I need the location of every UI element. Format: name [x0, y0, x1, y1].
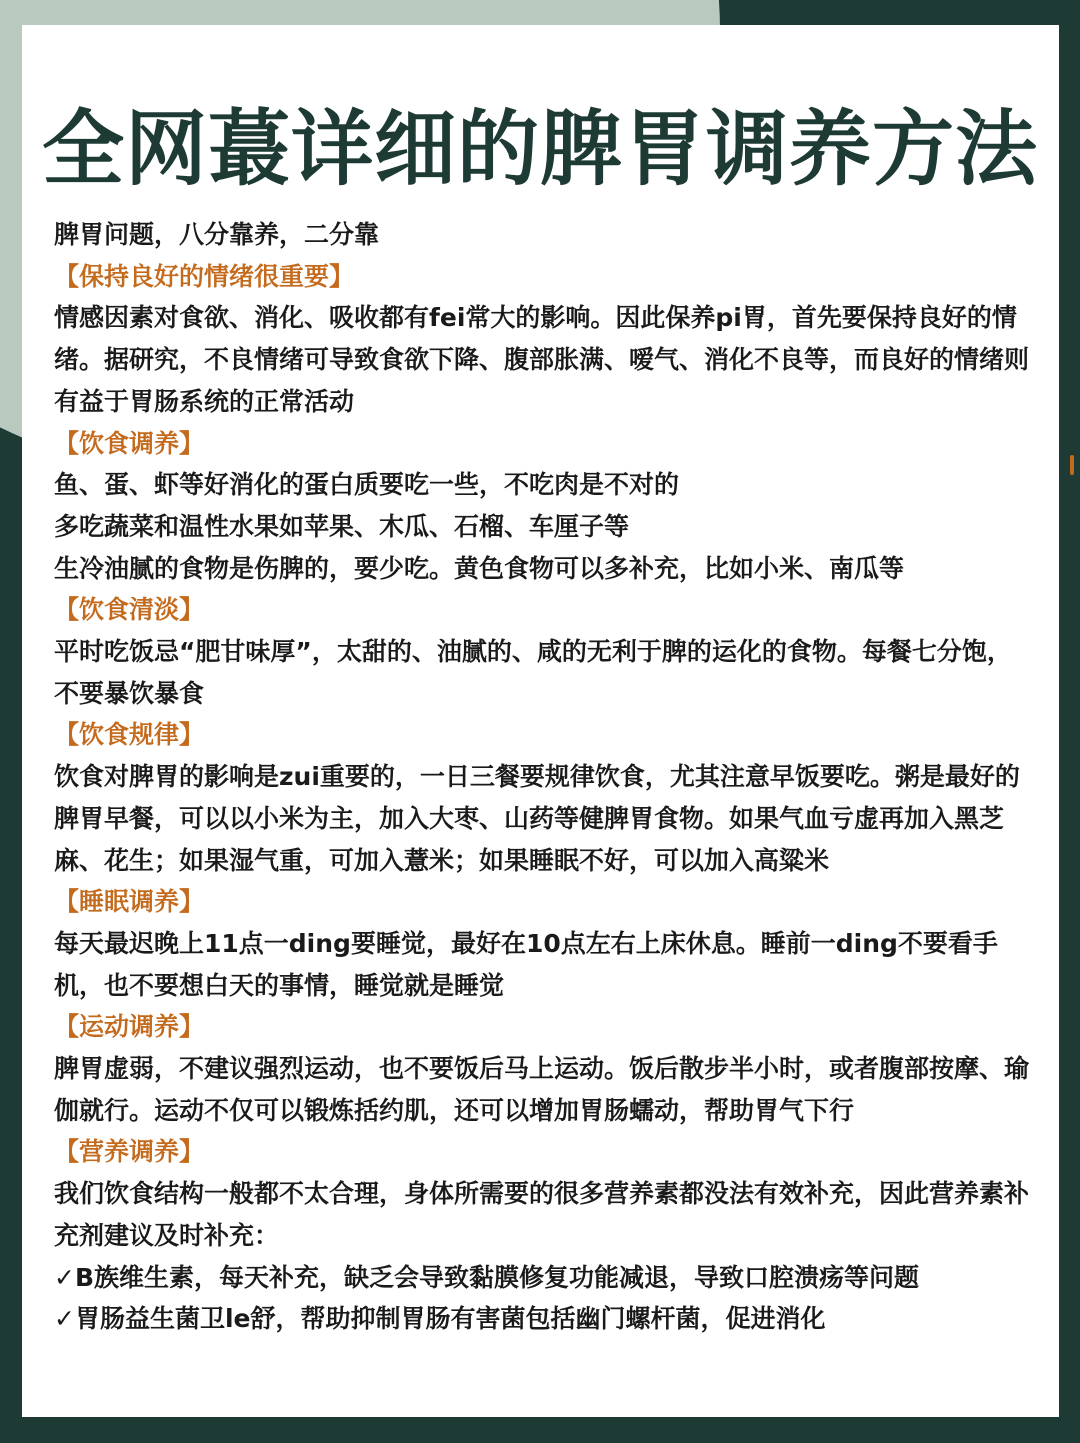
section-heading: 【饮食规律】: [54, 720, 205, 750]
section-heading: 【饮食清淡】: [54, 595, 205, 625]
intro-text: 脾胃问题，八分靠养，二分靠: [54, 220, 380, 249]
section-light-diet: [54, 589, 1029, 714]
section-paragraph: 饮食对脾胃的影响是zui重要的，一日三餐要规律饮食，尤其注意早饭要吃。粥是最好的脾胃早餐，可以以小米为主，加入大枣、山药等健脾胃食物。如果气血亏虚再加入黑芝麻、花生；如果湿气重，可加入薏米；如果睡眠不好，可以加入高粱米: [54, 762, 1020, 875]
section-regular-diet: [54, 714, 1029, 881]
section-diet: [54, 423, 1029, 590]
article-body: [54, 214, 1029, 1340]
checklist-item: ✓B族维生素，每天补充，缺乏会导致黏膜修复功能减退，导致口腔溃疡等问题: [54, 1262, 920, 1292]
section-heading: 【运动调养】: [54, 1012, 205, 1042]
section-paragraph: 情感因素对食欲、消化、吸收都有fei常大的影响。因此保养pi胃，首先要保持良好的情绪。据研究，不良情绪可导致食欲下降、腹部胀满、嗳气、消化不良等，而良好的情绪则有益于胃肠系统的正常活动: [54, 303, 1030, 416]
section-heading: 【营养调养】: [54, 1137, 205, 1167]
section-line: 多吃蔬菜和温性水果如苹果、木瓜、石榴、车厘子等: [54, 511, 630, 541]
section-paragraph: 每天最迟晚上11点一ding要睡觉，最好在10点左右上床休息。睡前一ding不要看手机，也不要想白天的事情，睡觉就是睡觉: [54, 928, 998, 1000]
checklist-item: ✓胃肠益生菌卫le舒，帮助抑制胃肠有害菌包括幽门螺杆菌，促进消化: [54, 1304, 826, 1334]
section-nutrition: [54, 1131, 1029, 1340]
section-paragraph: 我们饮食结构一般都不太合理，身体所需要的很多营养素都没法有效补充，因此营养素补充剂建议及时补充：: [54, 1179, 1030, 1250]
section-heading: 【饮食调养】: [54, 428, 205, 458]
section-paragraph: 脾胃虚弱，不建议强烈运动，也不要饭后马上运动。饭后散步半小时，或者腹部按摩、瑜伽就行。运动不仅可以锻炼括约肌，还可以增加胃肠蠕动，帮助胃气下行: [54, 1054, 1030, 1125]
section-paragraph: 平时吃饭忌“肥甘味厚”，太甜的、油腻的、咸的无利于脾的运化的食物。每餐七分饱，不要暴饮暴食: [54, 637, 1012, 708]
section-exercise: [54, 1006, 1029, 1131]
section-line: 生冷油腻的食物是伤脾的，要少吃。黄色食物可以多补充，比如小米、南瓜等: [54, 553, 905, 583]
section-heading: 【睡眠调养】: [54, 887, 205, 917]
decorative-mark: [1070, 455, 1074, 475]
section-heading: 【保持良好的情绪很重要】: [54, 261, 355, 291]
section-sleep: [54, 881, 1029, 1006]
page-title: 全网蕞详细的脾胃调养方法: [41, 102, 1038, 197]
section-emotion: [54, 256, 1029, 423]
section-line: 鱼、蛋、虾等好消化的蛋白质要吃一些，不吃肉是不对的: [54, 470, 680, 500]
